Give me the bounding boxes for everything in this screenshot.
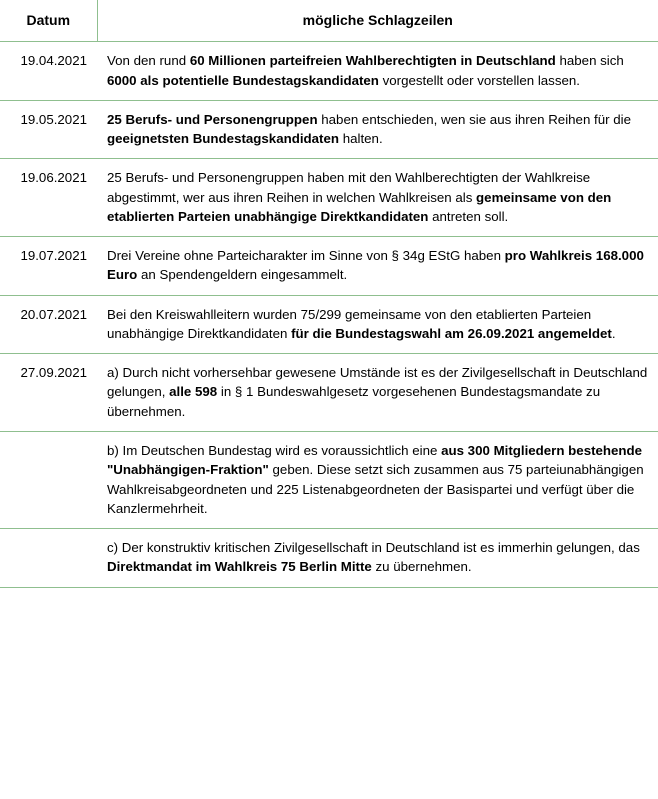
headline-plain: b) Im Deutschen Bundestag wird es voraussichtlich eine (107, 443, 442, 459)
headline-plain: c) Der konstruktiv kritischen Zivilgesellschaft in Deutschland ist es immerhin gelungen, das (107, 540, 640, 556)
headline-plain: antreten soll. (428, 208, 509, 224)
headline-text (107, 110, 648, 149)
row-headline (97, 159, 658, 237)
headline-plain: in § 1 Bundeswahlgesetz vorgesehenen Bundestagsmandate zu übernehmen. (107, 384, 601, 419)
table-body (0, 42, 658, 587)
headline-plain: halten. (339, 131, 383, 147)
row-headline (97, 295, 658, 354)
row-date (0, 529, 97, 588)
table-row (0, 295, 658, 354)
headline-plain: haben sich (555, 53, 624, 69)
headline-text (107, 168, 648, 226)
row-date: 19.06.2021 (0, 159, 97, 237)
column-header-schlagzeilen: mögliche Schlagzeilen (97, 0, 658, 42)
headline-emphasis: 60 Millionen parteifreien Wahlberechtigten in Deutschland (189, 53, 556, 69)
headline-plain: Von den rund (107, 53, 190, 69)
table-row (0, 432, 658, 529)
headline-plain: geben. Diese setzt sich zusammen aus 75 parteiunabhängigen Wahlkreisabgeordneten und 225 Listenabgeordneten der Basispartei und verfügt über die Kanzlermehrheit. (107, 462, 644, 516)
row-headline (97, 100, 658, 159)
headline-text (107, 538, 648, 577)
headline-text (107, 305, 648, 344)
table-row (0, 159, 658, 237)
headline-emphasis: gemeinsame von den etablierten Parteien unabhängige Direktkandidaten (107, 189, 612, 224)
headline-text (107, 246, 648, 285)
row-date: 20.07.2021 (0, 295, 97, 354)
headline-emphasis: geeignetsten Bundestagskandidaten (107, 131, 340, 147)
row-date: 19.07.2021 (0, 237, 97, 296)
headline-emphasis: 6000 als potentielle Bundestagskandidaten (107, 72, 379, 88)
table-row (0, 237, 658, 296)
row-headline (97, 432, 658, 529)
row-headline (97, 42, 658, 101)
row-headline (97, 237, 658, 296)
table-header (0, 0, 658, 42)
headline-text (107, 51, 648, 90)
headline-plain: a) Durch nicht vorhersehbar gewesene Umstände ist es der Zivilgesellschaft in Deutschland gelungen, (107, 365, 648, 400)
headline-plain: . (611, 325, 616, 341)
headline-text (107, 363, 648, 421)
headline-plain: zu übernehmen. (371, 559, 472, 575)
table-row (0, 529, 658, 588)
headline-emphasis: pro Wahlkreis 168.000 Euro (107, 248, 644, 283)
row-headline (97, 529, 658, 588)
headline-plain: vorgestellt oder vorstellen lassen. (378, 72, 580, 88)
headline-emphasis: alle 598 (169, 384, 218, 400)
row-date: 19.04.2021 (0, 42, 97, 101)
headline-emphasis: Direktmandat im Wahlkreis 75 Berlin Mitte (107, 559, 372, 575)
column-header-datum: Datum (0, 0, 97, 42)
headline-plain: an Spendengeldern eingesammelt. (137, 267, 348, 283)
row-date: 19.05.2021 (0, 100, 97, 159)
table-row (0, 42, 658, 101)
headline-plain: haben entschieden, wen sie aus ihren Reihen für die (317, 111, 631, 127)
headline-plain: Bei den Kreiswahlleitern wurden 75/299 gemeinsame von den etablierten Parteien unabhängige Direktkandidaten (107, 306, 592, 341)
headline-emphasis: für die Bundestagswahl am 26.09.2021 angemeldet (291, 325, 612, 341)
headline-text (107, 441, 648, 518)
row-date (0, 432, 97, 529)
headline-plain: 25 Berufs- und Personengruppen haben mit den Wahlberechtigten der Wahlkreise abgestimmt, wer aus ihren Reihen in welchen Wahlkreisen als (107, 170, 591, 205)
row-headline (97, 354, 658, 432)
table-row (0, 100, 658, 159)
row-date: 27.09.2021 (0, 354, 97, 432)
table-header-row (0, 0, 658, 42)
table-row (0, 354, 658, 432)
headline-emphasis: 25 Berufs- und Personengruppen (107, 111, 318, 127)
headline-plain: Drei Vereine ohne Parteicharakter im Sinne von § 34g EStG haben (107, 248, 505, 264)
headline-emphasis: aus 300 Mitgliedern bestehende "Unabhängigen-Fraktion" (107, 443, 643, 478)
